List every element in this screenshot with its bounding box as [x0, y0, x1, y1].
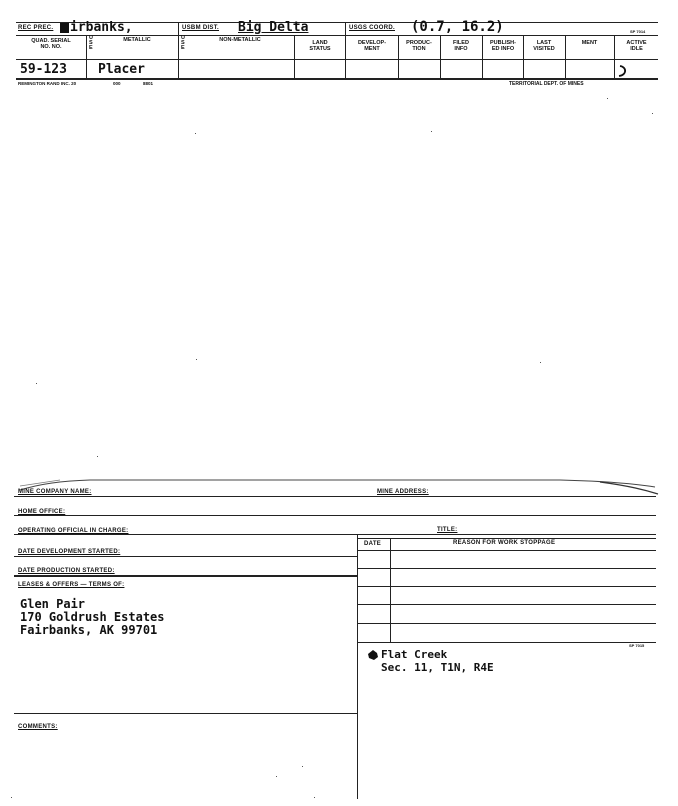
land-status-header: LAND STATUS: [309, 40, 331, 52]
mine-address-label: MINE ADDRESS:: [377, 489, 429, 495]
bottom-form-number: SP 7015: [629, 643, 645, 648]
leases-label: LEASES & OFFERS — TERMS OF:: [18, 582, 125, 588]
nonmetallic-use-header: U S E: [181, 35, 185, 51]
location-line: Flat Creek: [381, 648, 448, 661]
card-edge: [0, 472, 678, 498]
serial-value: 59-123: [20, 62, 67, 77]
published-info-header: PUBLISH- ED INFO: [490, 40, 516, 52]
scan-speck: [276, 776, 277, 777]
reason-column-header: REASON FOR WORK STOPPAGE: [453, 540, 556, 546]
usgs-coord-label: USGS COORD.: [349, 25, 395, 31]
metallic-use-header: U S E: [89, 35, 93, 51]
rec-prec-label: REC PREC.: [18, 25, 54, 31]
date-production-label: DATE PRODUCTION STARTED:: [18, 568, 115, 574]
handwritten-mark: [617, 64, 629, 78]
scan-speck: [302, 766, 303, 767]
usbm-dist-label: USBM DIST.: [182, 25, 220, 31]
filed-info-header: FILED INFO: [453, 40, 469, 52]
scan-speck: [195, 133, 196, 134]
quad-serial-header: QUAD. SERIAL NO. NO.: [31, 38, 71, 50]
scan-speck: [11, 797, 12, 798]
usbm-dist-value: Big Delta: [238, 20, 309, 35]
location-line: Sec. 11, T1N, R4E: [381, 661, 494, 674]
active-idle-header: ACTIVE IDLE: [626, 40, 647, 52]
metallic-value: Placer: [98, 62, 145, 77]
scan-speck: [314, 797, 315, 798]
printer-code-1: 000: [113, 81, 121, 86]
rec-prec-value: irbanks,: [70, 20, 133, 35]
top-form-number: SP 7014: [630, 29, 646, 34]
usgs-coord-value: (0.7, 16.2): [411, 19, 504, 35]
ink-blot-mark: [367, 649, 379, 661]
operating-official-label: OPERATING OFFICIAL IN CHARGE:: [18, 528, 129, 534]
home-office-label: HOME OFFICE:: [18, 509, 66, 515]
production-header: PRODUC- TION: [406, 40, 432, 52]
development-header: DEVELOP- MENT: [357, 40, 387, 52]
title-label: TITLE:: [437, 527, 458, 533]
scan-speck: [652, 113, 653, 114]
scan-speck: [607, 98, 608, 99]
ment-header: MENT: [581, 40, 598, 46]
redaction-mark: [60, 23, 69, 33]
department-label: TERRITORIAL DEPT. OF MINES: [509, 81, 584, 87]
lease-line: Glen Pair: [20, 597, 86, 611]
nonmetallic-header: NON-METALLIC: [219, 37, 261, 43]
scan-speck: [36, 383, 37, 384]
date-column-header: DATE: [364, 541, 382, 547]
printer-line: REMINGTON RAND INC. 20: [18, 81, 77, 86]
date-development-label: DATE DEVELOPMENT STARTED:: [18, 549, 121, 555]
scan-speck: [540, 362, 541, 363]
metallic-header: METALLIC: [123, 37, 151, 43]
scan-speck: [431, 131, 432, 132]
printer-code-2: 8801: [143, 81, 154, 86]
location-block: [381, 648, 494, 674]
lease-line: 170 Goldrush Estates: [20, 610, 165, 624]
lease-line: Fairbanks, AK 99701: [20, 623, 158, 637]
scan-speck: [97, 456, 98, 457]
scan-speck: [196, 359, 197, 360]
lease-address: [20, 598, 165, 637]
comments-label: COMMENTS:: [18, 724, 58, 730]
mine-company-label: MINE COMPANY NAME:: [18, 489, 92, 495]
last-visited-header: LAST VISITED: [533, 40, 555, 52]
